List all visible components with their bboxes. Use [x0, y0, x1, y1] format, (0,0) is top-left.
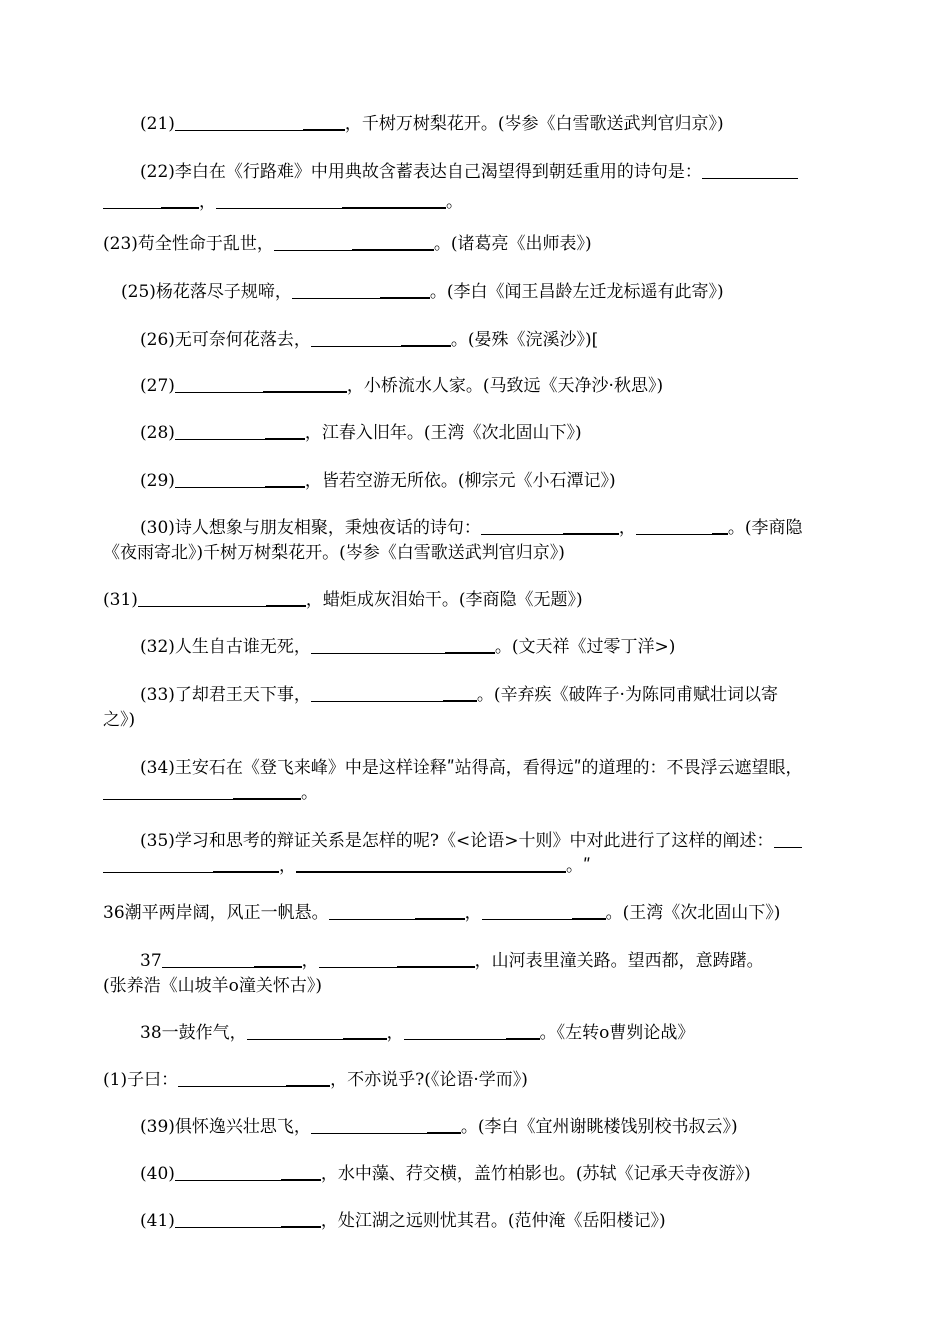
question-31 [103, 590, 950, 610]
question-text: ，处江湖之远则忧其君。(范仲淹《岳阳楼记》) [320, 1211, 666, 1231]
question-number: (28) [140, 423, 175, 443]
question-text: 。(王湾《次北固山下》) [605, 903, 781, 923]
answer-blank[interactable] [216, 193, 446, 207]
answer-blank[interactable] [311, 638, 495, 652]
question-number: (41) [140, 1211, 175, 1231]
answer-blank[interactable] [774, 832, 802, 846]
question-text: ，不亦说乎?(《论语·学而》) [330, 1070, 528, 1090]
question-25 [121, 282, 950, 302]
question-text: 。 [301, 783, 318, 803]
question-text: ，蜡炬成灰泪始干。(李商隐《无题》) [305, 590, 583, 610]
question-39 [140, 1117, 950, 1137]
answer-blank[interactable] [103, 857, 279, 871]
question-30-line-1 [140, 518, 950, 538]
answer-blank[interactable] [482, 904, 606, 918]
answer-blank[interactable] [103, 784, 301, 798]
question-text: ， [464, 903, 482, 923]
question-34-line-1 [140, 758, 950, 778]
question-text: ，水中藻、荇交横，盖竹柏影也。(苏轼《记承天寺夜游》) [320, 1164, 751, 1184]
question-text: (32)人生自古谁无死， [140, 637, 311, 657]
answer-blank[interactable] [481, 519, 619, 533]
question-number: (21) [140, 114, 175, 134]
question-text: 。(李白《闻王昌龄左迁龙标遥有此寄》) [429, 282, 724, 302]
answer-blank[interactable] [404, 1024, 540, 1038]
question-37-line-2 [103, 976, 950, 996]
question-text: 。(李商隐 [727, 518, 803, 538]
question-text: ， [618, 518, 636, 538]
question-text: 。 [446, 192, 463, 212]
question-28 [140, 423, 950, 443]
question-text: (张养浩《山坡羊o潼关怀古》) [103, 976, 322, 996]
question-text: (30)诗人想象与朋友相聚，秉烛夜话的诗句： [140, 518, 481, 538]
answer-blank[interactable] [175, 472, 305, 486]
answer-blank[interactable] [103, 193, 199, 207]
question-35-line-2 [103, 856, 950, 876]
question-30-line-2 [103, 543, 950, 563]
answer-blank[interactable] [175, 424, 305, 438]
answer-blank[interactable] [175, 115, 345, 129]
question-text: 之》) [103, 710, 136, 730]
answer-blank[interactable] [311, 1118, 461, 1132]
answer-blank[interactable] [175, 1165, 321, 1179]
answer-blank[interactable] [274, 235, 434, 249]
answer-blank[interactable] [329, 904, 465, 918]
question-1 [103, 1070, 950, 1090]
question-27 [140, 376, 950, 396]
question-number: (40) [140, 1164, 175, 1184]
question-text: (23)苟全性命于乱世， [103, 234, 274, 254]
question-41 [140, 1211, 950, 1231]
question-40 [140, 1164, 950, 1184]
question-29 [140, 471, 950, 491]
question-text: (39)俱怀逸兴壮思飞， [140, 1117, 311, 1137]
question-text: (22)李白在《行路难》中用典故含蓄表达自己渴望得到朝廷重用的诗句是： [140, 162, 702, 182]
question-35-line-1 [140, 831, 950, 851]
question-text: 。(文天祥《过零丁洋>) [494, 637, 676, 657]
question-text: 38一鼓作气， [140, 1023, 247, 1043]
question-text: ， [199, 192, 216, 212]
question-number: (31) [103, 590, 138, 610]
question-text: 《夜雨寄北》)千树万树梨花开。(岑参《白雪歌送武判官归京》) [103, 543, 565, 563]
question-22-line-2 [103, 192, 950, 212]
question-text: 。(辛弃疾《破阵子·为陈同甫赋壮词以寄 [476, 685, 778, 705]
answer-blank[interactable] [311, 686, 477, 700]
answer-blank[interactable] [175, 1212, 321, 1226]
question-36 [103, 903, 950, 923]
question-38 [140, 1023, 950, 1043]
question-text: 。(晏殊《浣溪沙》)[ [450, 330, 599, 350]
question-37-line-1 [140, 951, 950, 971]
question-number: (27) [140, 376, 175, 396]
question-text: (33)了却君王天下事， [140, 685, 311, 705]
question-text: 36潮平两岸阔，风正一帆悬。 [103, 903, 329, 923]
question-text: (34)王安石在《登飞来峰》中是这样诠释ʺ站得高，看得远ʺ的道理的：不畏浮云遮望眼， [140, 758, 803, 778]
answer-blank[interactable] [162, 952, 302, 966]
question-21 [140, 114, 950, 134]
question-text: ，皆若空游无所依。(柳宗元《小石潭记》) [304, 471, 616, 491]
question-33-line-2 [103, 710, 950, 730]
question-text: ， [386, 1023, 404, 1043]
question-text: ， [279, 856, 296, 876]
question-text: ，千树万树梨花开。(岑参《白雪歌送武判官归京》) [344, 114, 724, 134]
question-number: (29) [140, 471, 175, 491]
question-text: 。《左转o曹刿论战》 [539, 1023, 695, 1043]
answer-blank[interactable] [175, 377, 347, 391]
answer-blank[interactable] [292, 283, 430, 297]
question-33-line-1 [140, 685, 950, 705]
question-text: ，小桥流水人家。(马致远《天净沙·秋思》) [346, 376, 664, 396]
answer-blank[interactable] [319, 952, 475, 966]
answer-blank[interactable] [138, 591, 306, 605]
question-number: 37 [140, 951, 162, 971]
question-23 [103, 234, 950, 254]
question-text: (1)子曰： [103, 1070, 179, 1090]
question-text: ， [301, 951, 319, 971]
question-26 [140, 330, 950, 350]
question-34-line-2 [103, 783, 950, 803]
answer-blank[interactable] [636, 519, 728, 533]
question-text: (26)无可奈何花落去， [140, 330, 311, 350]
answer-blank[interactable] [296, 857, 566, 871]
answer-blank[interactable] [702, 163, 798, 177]
question-text: ，江春入旧年。(王湾《次北固山下》) [304, 423, 582, 443]
question-text: ，山河表里潼关路。望西都，意踌躇。 [474, 951, 764, 971]
question-text: (35)学习和思考的辩证关系是怎样的呢?《<论语>十则》中对此进行了这样的阐述： [140, 831, 774, 851]
question-text: 。(李白《宜州谢眺楼饯别校书叔云》) [460, 1117, 738, 1137]
answer-blank[interactable] [311, 331, 451, 345]
question-22-line-1 [140, 162, 950, 182]
question-32 [140, 637, 950, 657]
question-text: 。(诸葛亮《出师表》) [433, 234, 592, 254]
answer-blank[interactable] [247, 1024, 387, 1038]
question-text: (25)杨花落尽子规啼， [121, 282, 292, 302]
answer-blank[interactable] [178, 1071, 330, 1085]
question-text: 。ʺ [566, 856, 591, 876]
